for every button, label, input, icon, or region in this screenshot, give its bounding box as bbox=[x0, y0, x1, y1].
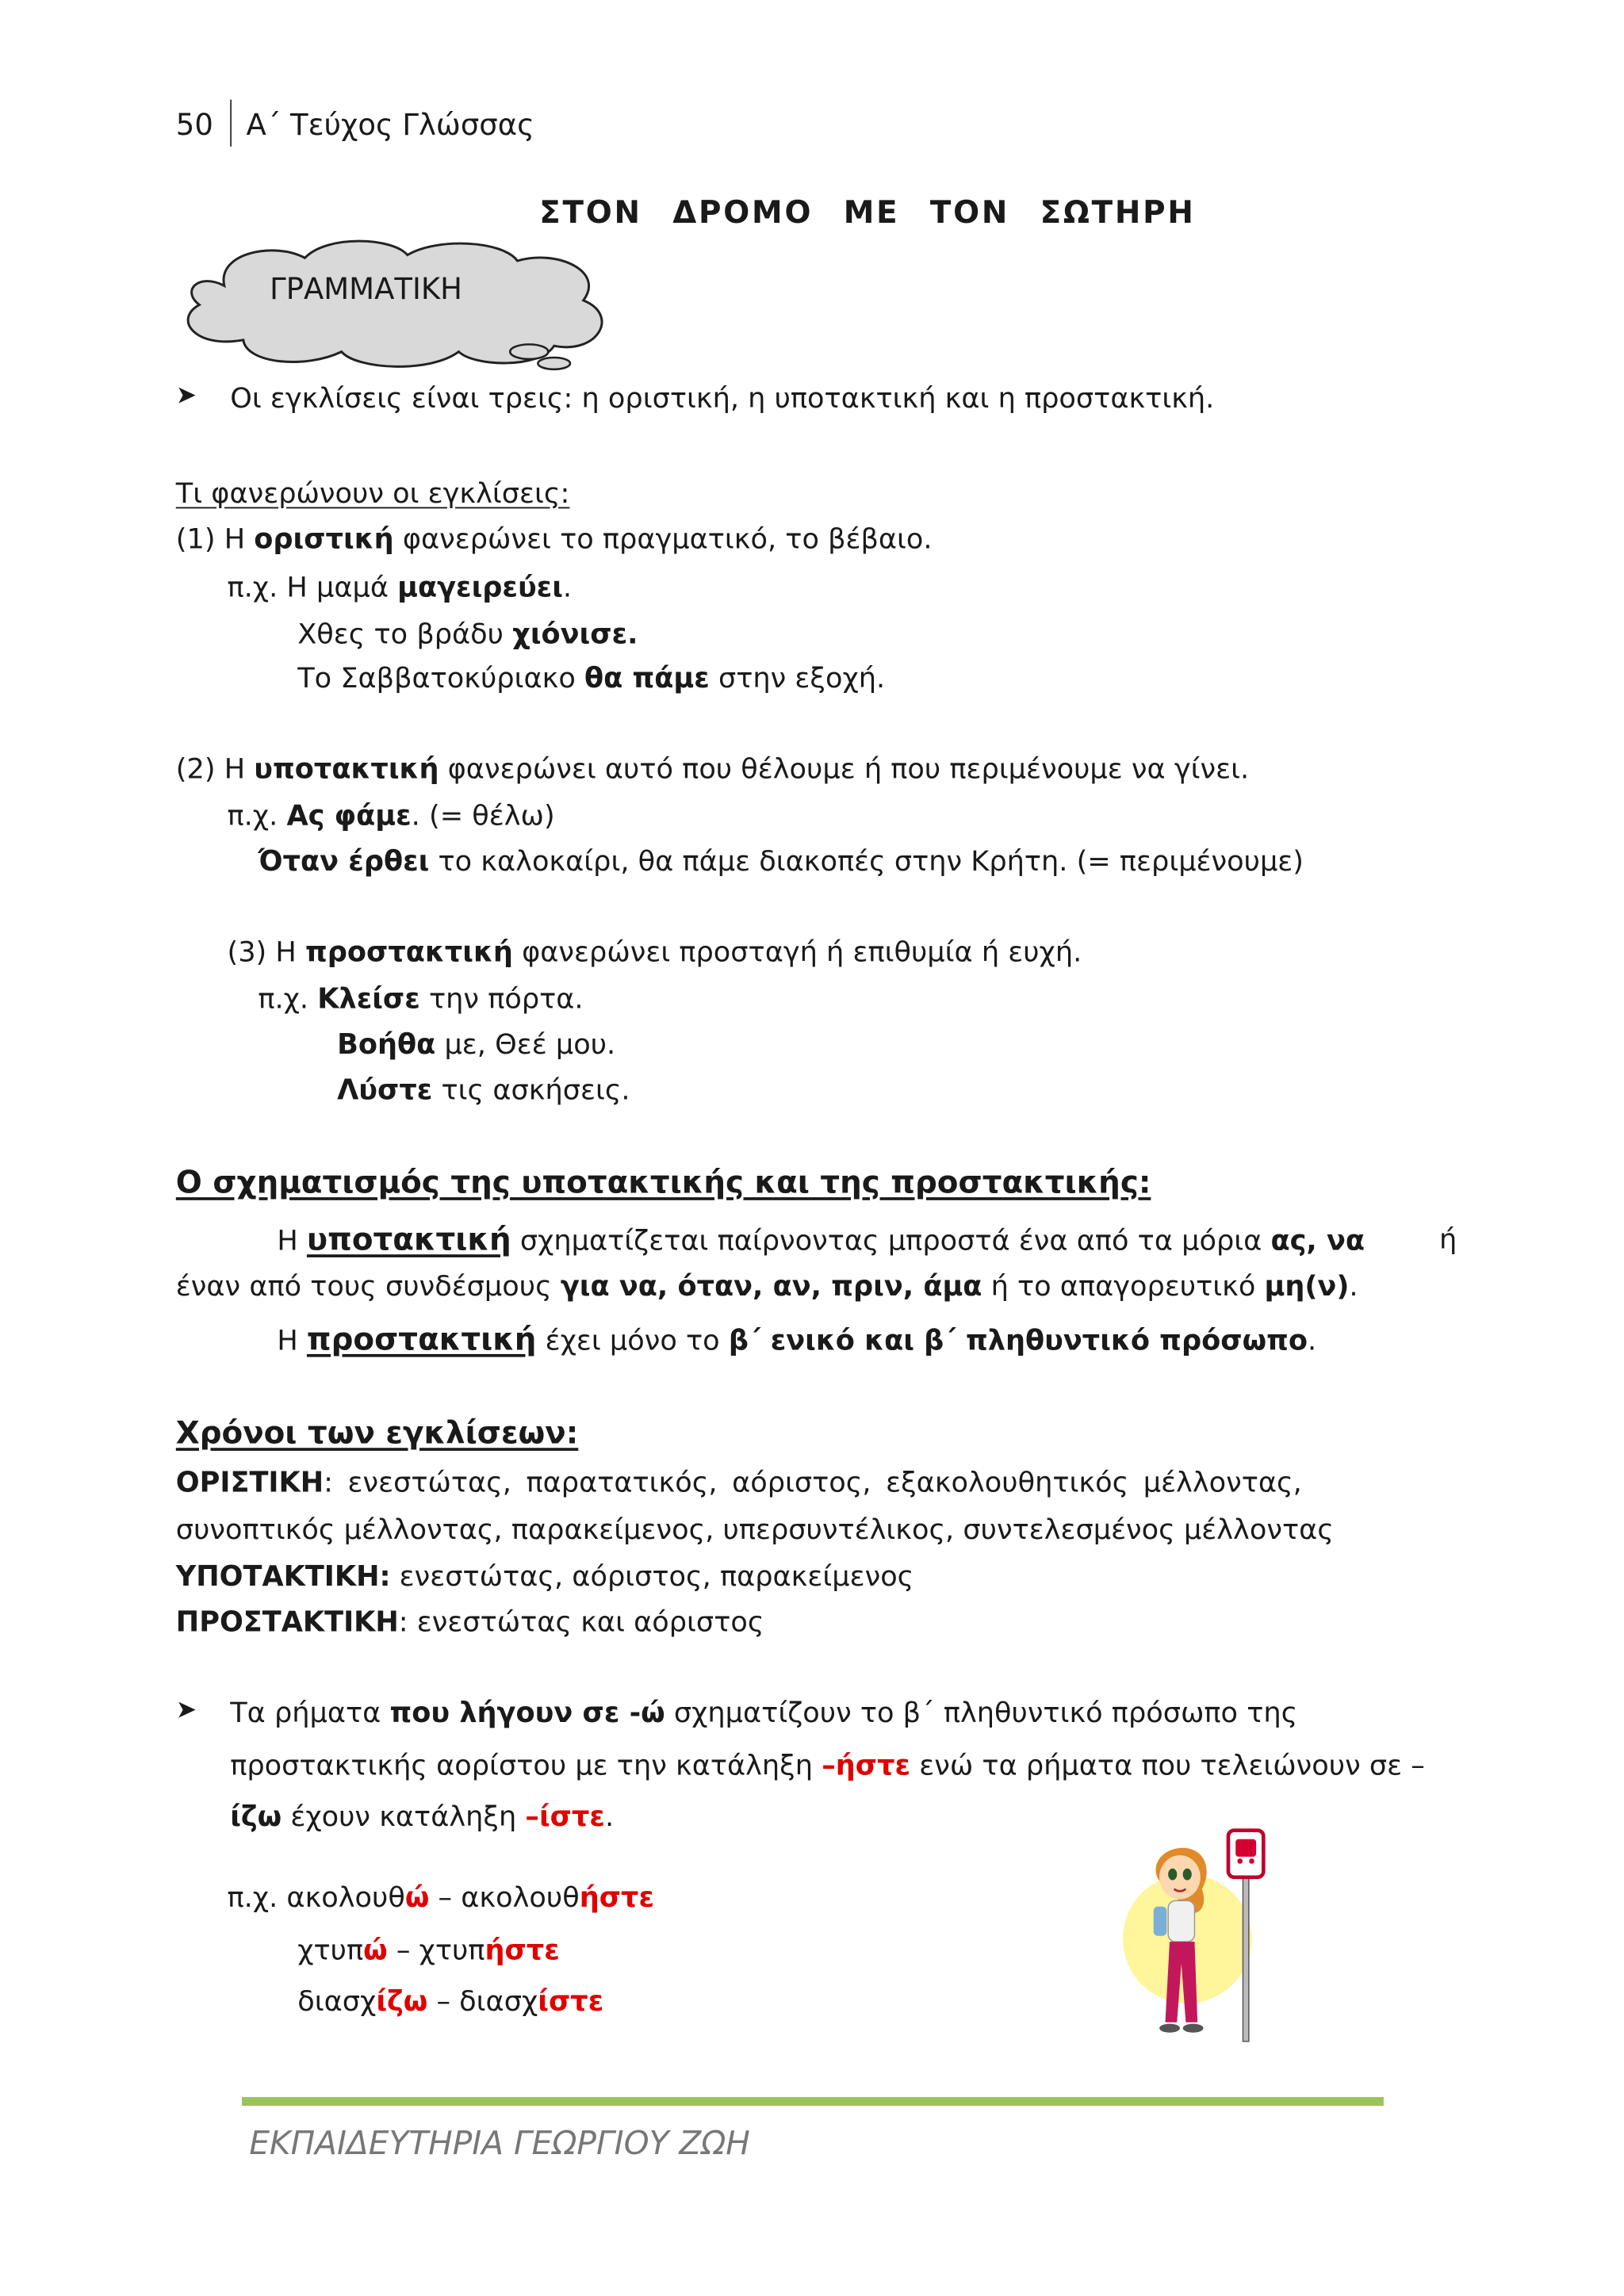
formation-paragraph-1 bbox=[277, 1223, 1457, 1259]
rule-line-3 bbox=[230, 1800, 614, 1835]
text: φανερώνει αυτό που θέλουμε ή που περιμένουμε να γίνει. bbox=[439, 753, 1250, 786]
arrow-bullet-icon: ➤ bbox=[175, 381, 197, 411]
girl-at-bus-stop-illustration bbox=[1121, 1824, 1282, 2052]
text: ή το απαγορευτικό bbox=[982, 1270, 1265, 1303]
verb: Κλείσε bbox=[317, 983, 420, 1016]
text: : ενεστώτας και αόριστος bbox=[398, 1605, 764, 1639]
stem: – ακολουθ bbox=[429, 1881, 580, 1915]
arrow-bullet-icon: ➤ bbox=[175, 1695, 197, 1725]
label: ΟΡΙΣΤΙΚΗ bbox=[175, 1467, 324, 1499]
formation-paragraph-2 bbox=[277, 1322, 1316, 1358]
verb: Λύστε bbox=[337, 1073, 433, 1107]
label: ΥΠΟΤΑΚΤΙΚΗ: bbox=[175, 1560, 391, 1594]
text: προστακτικής αορίστου με την κατάληξη bbox=[230, 1749, 822, 1782]
text: . bbox=[562, 571, 573, 604]
subjunctive-definition bbox=[176, 752, 1249, 786]
stem: χτυπ bbox=[297, 1934, 364, 1967]
verb: χιόνισε. bbox=[512, 618, 638, 651]
formation-paragraph-1-line-2 bbox=[176, 1269, 1358, 1304]
text: (3) Η bbox=[227, 936, 305, 969]
imperative-example-2 bbox=[337, 1027, 615, 1062]
ending: ώ bbox=[404, 1881, 430, 1915]
negation: μη(ν) bbox=[1264, 1270, 1350, 1303]
header-divider bbox=[230, 100, 232, 147]
verb: Βοήθα bbox=[337, 1028, 436, 1062]
text: σχηματίζεται παίρνοντας μπροστά ένα από τα μόρια bbox=[511, 1225, 1271, 1257]
verb: μαγειρεύει bbox=[397, 571, 563, 604]
text: π.χ. bbox=[258, 983, 318, 1016]
particles: ας, να bbox=[1270, 1225, 1365, 1257]
formation-heading: Ο σχηματισμός της υποτακτικής και της προστακτικής: bbox=[175, 1165, 1151, 1200]
text: (1) Η bbox=[175, 522, 255, 556]
text: Η bbox=[277, 1225, 307, 1257]
stem: – διασχ bbox=[427, 1985, 538, 2019]
text: . bbox=[604, 1800, 615, 1834]
indicative-example-3 bbox=[297, 661, 885, 696]
imperative-definition bbox=[228, 935, 1082, 970]
term: προστακτική bbox=[304, 936, 513, 969]
persons: β΄ ενικό και β΄ πληθυντικό πρόσωπο bbox=[728, 1324, 1308, 1357]
indicative-example-1 bbox=[228, 570, 573, 605]
indicative-tenses-line-1 bbox=[176, 1465, 1302, 1500]
text: Τα ρήματα bbox=[230, 1697, 390, 1730]
text: π.χ. Η μαμά bbox=[227, 571, 398, 604]
text: ενώ τα ρήματα που τελειώνουν σε – bbox=[910, 1749, 1425, 1782]
stem: διασχ bbox=[297, 1985, 377, 2019]
label: ΠΡΟΣΤΑΚΤΙΚΗ bbox=[175, 1605, 399, 1639]
text: τις ασκήσεις. bbox=[432, 1073, 630, 1107]
text bbox=[277, 1223, 1365, 1259]
reveal-heading: Τι φανερώνουν οι εγκλίσεις: bbox=[175, 477, 570, 511]
footer-text: ΕΚΠΑΙΔΕΥΤΗΡΙΑ ΓΕΩΡΓΙΟΥ ΖΩΗ bbox=[249, 2126, 750, 2164]
page-title: ΣΤΟΝ ΔΡΟΜΟ ΜΕ ΤΟΝ ΣΩΤΗΡΗ bbox=[539, 194, 1196, 231]
ending: ίζω bbox=[376, 1985, 428, 2019]
ending: ήστε bbox=[579, 1881, 655, 1915]
imperative-tenses bbox=[176, 1605, 764, 1640]
ending: ίστε bbox=[538, 1985, 604, 2019]
ending: ίζω bbox=[230, 1800, 282, 1834]
example-row bbox=[228, 1880, 655, 1915]
stem: π.χ. ακολουθ bbox=[227, 1881, 405, 1915]
text: φανερώνει το πραγματικό, το βέβαιο. bbox=[393, 522, 933, 556]
text: : ενεστώτας, παρατατικός, αόριστος, εξακολουθητικός μέλλοντας, bbox=[324, 1467, 1302, 1499]
text: (2) Η bbox=[175, 753, 255, 786]
intro-text: Οι εγκλίσεις είναι τρεις: η οριστική, η υποτακτική και η προστακτική. bbox=[230, 382, 1215, 415]
stem: – χτυπ bbox=[387, 1934, 485, 1967]
subjunctive-example-1 bbox=[228, 798, 555, 833]
cloud-label: ΓΡΑΜΜΑΤΙΚΗ bbox=[270, 270, 462, 307]
rule-line-1 bbox=[230, 1696, 1297, 1731]
example-row bbox=[297, 1933, 560, 1968]
page-number: 50 bbox=[175, 106, 213, 143]
text: την πόρτα. bbox=[419, 983, 584, 1016]
imperative-example-3 bbox=[337, 1073, 630, 1108]
footer-rule bbox=[242, 2097, 1384, 2106]
text: ή bbox=[1439, 1223, 1457, 1257]
text: Η bbox=[277, 1324, 307, 1357]
indicative-definition bbox=[176, 522, 933, 557]
suffix: –ήστε bbox=[822, 1749, 911, 1782]
text: έχουν κατάληξη bbox=[282, 1800, 526, 1834]
verb: Ας φάμε bbox=[286, 800, 412, 832]
text: Χθες το βράδυ bbox=[297, 618, 513, 651]
text: π.χ. bbox=[227, 800, 287, 832]
text: ενεστώτας, αόριστος, παρακείμενος bbox=[390, 1560, 914, 1594]
subjunctive-example-2 bbox=[258, 844, 1304, 879]
text: έναν από τους συνδέσμους bbox=[175, 1270, 561, 1303]
indicative-example-2 bbox=[297, 617, 638, 652]
example-row bbox=[297, 1984, 603, 2019]
verb: Όταν έρθει bbox=[258, 845, 430, 878]
tenses-heading: Χρόνοι των εγκλίσεων: bbox=[175, 1415, 579, 1451]
verb: θα πάμε bbox=[584, 662, 710, 695]
rule-line-2 bbox=[230, 1748, 1425, 1783]
term: υποτακτική bbox=[306, 1222, 511, 1257]
ending: που λήγουν σε -ώ bbox=[389, 1697, 665, 1730]
book-title: Α΄ Τεύχος Γλώσσας bbox=[246, 106, 534, 143]
suffix: –ίστε bbox=[525, 1800, 605, 1834]
text: έχει μόνο το bbox=[536, 1324, 729, 1357]
text: . (= θέλω) bbox=[411, 800, 555, 832]
indicative-tenses-line-2: συνοπτικός μέλλοντας, παρακείμενος, υπερσυντέλικος, συντελεσμένος μέλλοντας bbox=[175, 1513, 1334, 1547]
text: με, Θεέ μου. bbox=[435, 1028, 616, 1062]
term: προστακτική bbox=[306, 1322, 537, 1357]
text: . bbox=[1349, 1270, 1358, 1303]
term: οριστική bbox=[254, 522, 394, 556]
thought-cloud-icon bbox=[173, 235, 620, 381]
text: φανερώνει προσταγή ή επιθυμία ή ευχή. bbox=[512, 936, 1082, 969]
text: σχηματίζουν το β΄ πληθυντικό πρόσωπο της bbox=[665, 1697, 1298, 1730]
imperative-example-1 bbox=[258, 982, 583, 1016]
term: υποτακτική bbox=[254, 753, 439, 786]
conjunctions: για να, όταν, αν, πριν, άμα bbox=[560, 1270, 982, 1303]
ending: ήστε bbox=[485, 1934, 560, 1967]
subjunctive-tenses bbox=[176, 1559, 914, 1594]
text: στην εξοχή. bbox=[709, 662, 886, 695]
text: . bbox=[1308, 1324, 1317, 1357]
ending: ώ bbox=[363, 1934, 388, 1967]
text: Το Σαββατοκύριακο bbox=[297, 662, 584, 695]
text: το καλοκαίρι, θα πάμε διακοπές στην Κρήτη. (= περιμένουμε) bbox=[429, 845, 1304, 878]
